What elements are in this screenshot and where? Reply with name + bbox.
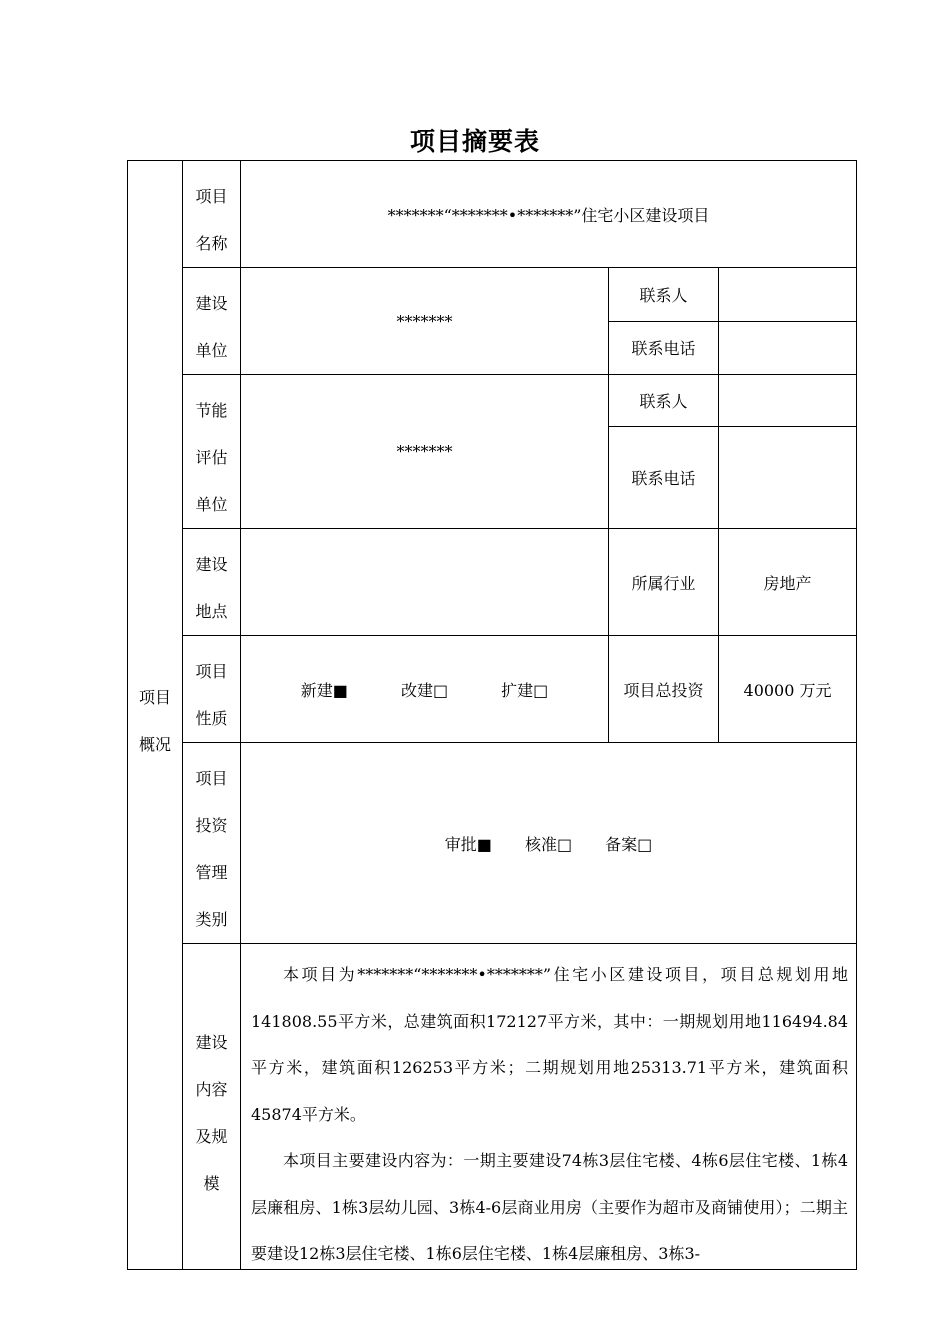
nature-label: [183, 636, 241, 743]
management-options: [241, 743, 857, 944]
management-option-approval: 审批■: [444, 834, 492, 854]
label-line: 类别: [195, 910, 228, 929]
energy-unit-label: [183, 375, 241, 529]
construction-contact-value: [719, 268, 857, 322]
label-line: 项目: [195, 187, 228, 206]
label-line: 及规: [195, 1126, 228, 1146]
investment-value: 40000 万元: [719, 636, 857, 743]
nature-option-expand: 扩建□: [501, 680, 549, 700]
scope-content: [241, 944, 857, 1270]
construction-unit-label: [183, 268, 241, 375]
investment-label: 项目总投资: [609, 636, 719, 743]
energy-phone-label: 联系电话: [609, 426, 719, 528]
nature-option-rebuild: 改建□: [400, 680, 449, 700]
nature-option-new: 新建■: [300, 680, 348, 700]
construction-phone-value: [719, 321, 857, 375]
construction-contact-label: 联系人: [609, 268, 719, 322]
label-line: 内容: [195, 1079, 228, 1099]
energy-phone-value: [719, 426, 857, 528]
construction-phone-label: 联系电话: [609, 321, 719, 375]
construction-unit-value: *******: [241, 268, 609, 375]
label-line: 项目: [195, 769, 228, 788]
label-line: 名称: [195, 234, 228, 253]
scope-paragraph: 本项目主要建设内容为：一期主要建设74栋3层住宅楼、4栋6层住宅楼、1栋4层廉租房、1栋3层幼儿园、3栋4-6层商业用房（主要作为超市及商铺使用）；二期主要建设12栋3层住宅楼、1栋6层住宅楼、1栋4层廉租房、3栋3-: [251, 1151, 849, 1263]
section-label-cell: [128, 161, 183, 1270]
section-label-line: 概况: [138, 735, 171, 754]
summary-table: [127, 160, 857, 1270]
label-line: 节能: [195, 401, 228, 420]
scope-label: [183, 944, 241, 1270]
project-name-value: *******“*******•*******”住宅小区建设项目: [241, 161, 857, 268]
industry-label: 所属行业: [609, 529, 719, 636]
nature-options: [241, 636, 609, 743]
label-line: 建设: [195, 1032, 228, 1052]
label-line: 模: [203, 1173, 220, 1193]
location-value: [241, 529, 609, 636]
label-line: 地点: [195, 602, 228, 621]
management-label: [183, 743, 241, 944]
label-line: 管理: [195, 863, 228, 882]
scope-paragraph: 本项目为*******“*******•*******”住宅小区建设项目，项目总规划用地141808.55平方米，总建筑面积172127平方米，其中：一期规划用地116494.84平方米，建筑面积126253平方米；二期规划用地25313.71平方米，建筑面积45874平方米。: [251, 965, 849, 1124]
energy-unit-value: *******: [241, 375, 609, 529]
page-title: 项目摘要表: [409, 127, 540, 156]
label-line: 单位: [195, 341, 228, 360]
label-line: 建设: [195, 294, 228, 313]
management-option-record: 备案□: [605, 834, 653, 854]
label-line: 项目: [195, 662, 228, 681]
label-line: 评估: [195, 448, 228, 467]
energy-contact-label: 联系人: [609, 375, 719, 427]
section-label-line: 项目: [138, 688, 171, 707]
management-option-verify: 核准□: [524, 834, 573, 854]
label-line: 投资: [195, 816, 228, 835]
label-line: 单位: [195, 495, 228, 514]
label-line: 性质: [195, 709, 228, 728]
label-line: 建设: [195, 555, 228, 574]
location-label: [183, 529, 241, 636]
energy-contact-value: [719, 375, 857, 427]
industry-value: 房地产: [719, 529, 857, 636]
project-name-label: [183, 161, 241, 268]
